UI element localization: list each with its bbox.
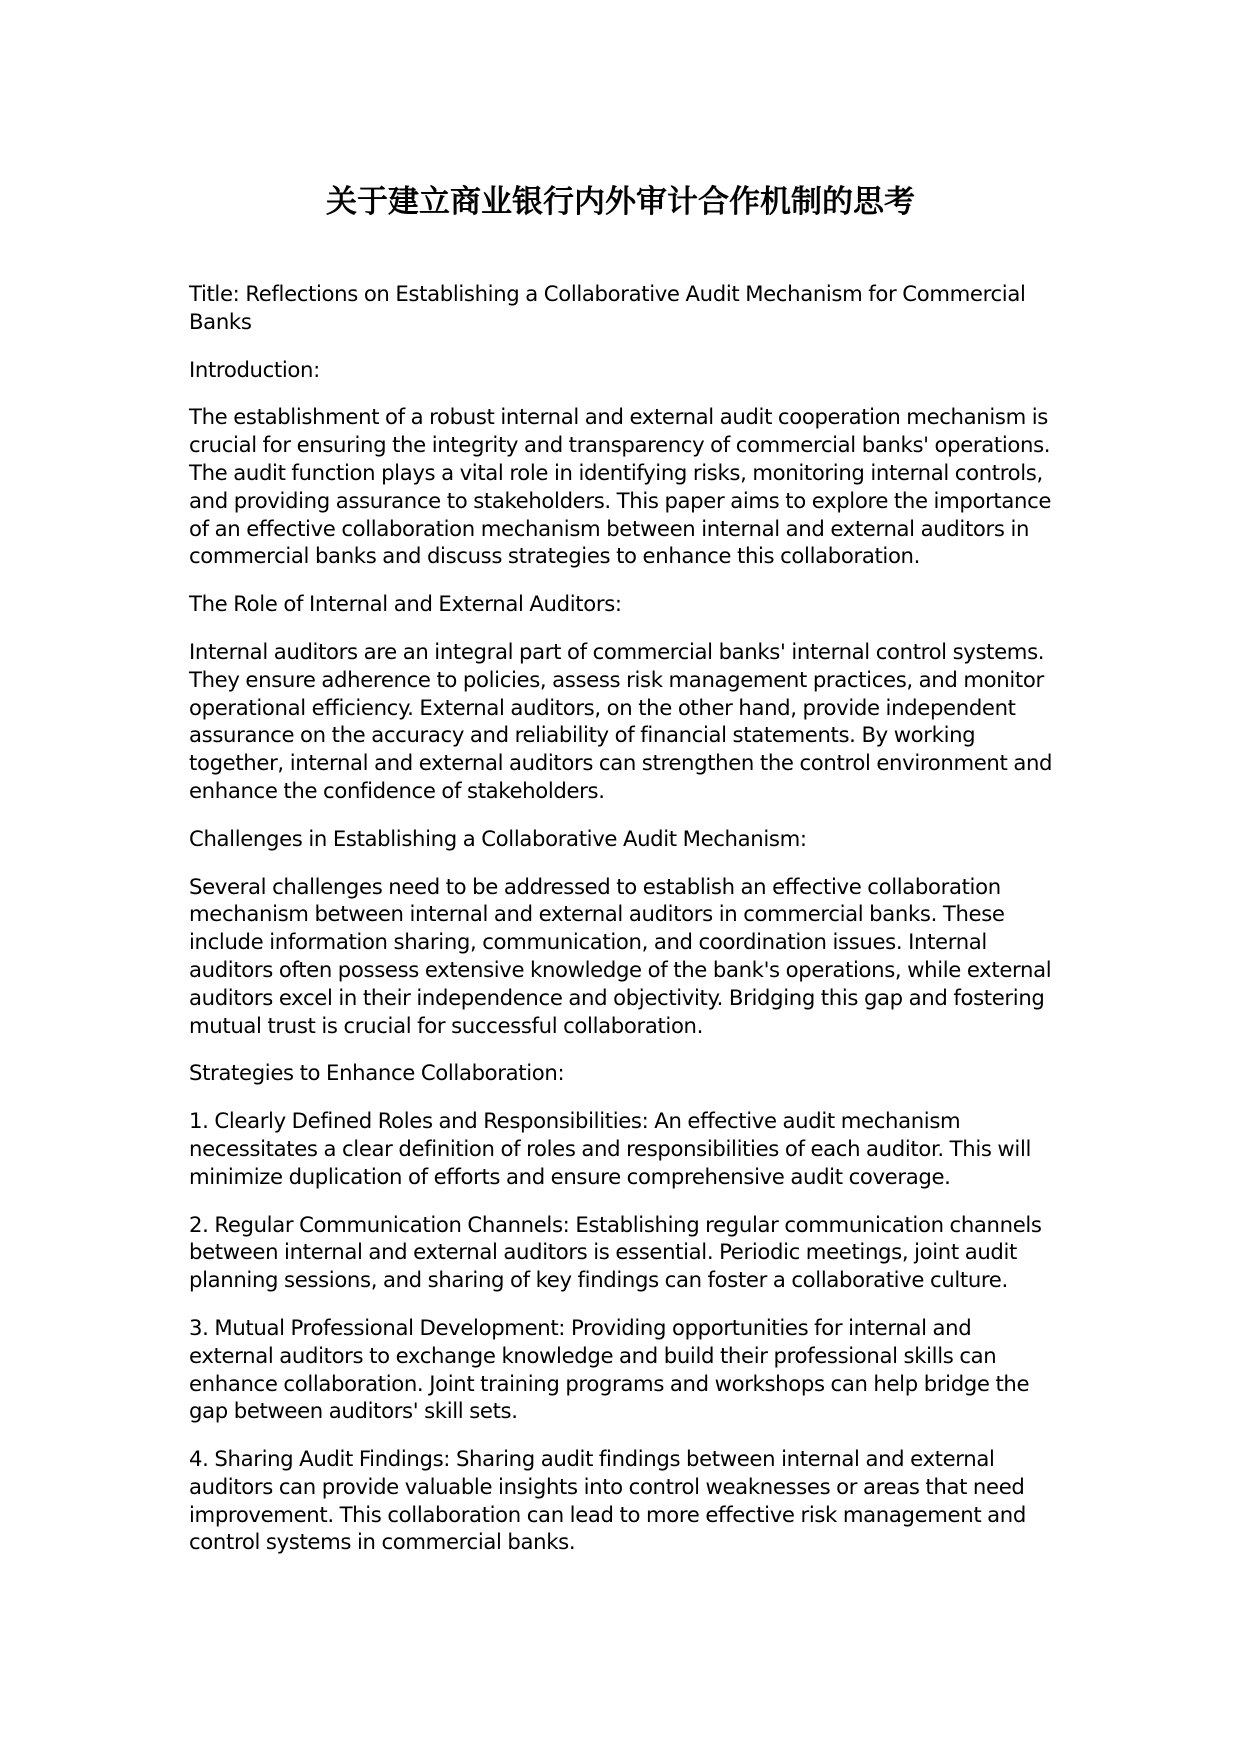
auditor-roles-paragraph: Internal auditors are an integral part of commercial banks' internal control systems. They ensure adherence to policies, assess risk management practices, and monitor operational efficiency. External auditors, on the other hand, provide independent assurance on the accuracy and reliability of financial statements. By working together, internal and external auditors can strengthen the control environment and enhance the confidence of stakeholders. — [189, 638, 1053, 803]
strategy-item-3: 3. Mutual Professional Development: Providing opportunities for internal and external auditors to exchange knowledge and build their professional skills can enhance collaboration. Joint training programs and workshops can help bridge the gap between auditors' skill sets. — [189, 1314, 1030, 1424]
document-title: 关于建立商业银行内外审计合作机制的思考 — [326, 184, 915, 220]
section-heading-introduction: Introduction: — [189, 356, 320, 382]
section-heading-challenges: Challenges in Establishing a Collaborative Audit Mechanism: — [189, 825, 807, 851]
document-body — [189, 280, 1059, 1576]
strategy-item-1: 1. Clearly Defined Roles and Responsibilities: An effective audit mechanism necessitates a clear definition of roles and responsibilities of each auditor. This will minimize duplication of efforts and ensure comprehensive audit coverage. — [189, 1108, 1032, 1189]
introduction-paragraph: The establishment of a robust internal and external audit cooperation mechanism is crucial for ensuring the integrity and transparency of commercial banks' operations. The audit function plays a vital role in identifying risks, monitoring internal controls, and providing assurance to stakeholders. This paper aims to explore the importance of an effective collaboration mechanism between internal and external auditors in commercial banks and discuss strategies to enhance this collaboration. — [189, 404, 1052, 569]
strategy-item-2: 2. Regular Communication Channels: Establishing regular communication channels between internal and external auditors is essential. Periodic meetings, joint audit planning sessions, and sharing of key findings can foster a collaborative culture. — [189, 1211, 1042, 1293]
strategy-item-4: 4. Sharing Audit Findings: Sharing audit findings between internal and external auditors can provide valuable insights into control weaknesses or areas that need improvement. This collaboration can lead to more effective risk management and control systems in commercial banks. — [189, 1446, 1026, 1555]
english-title-paragraph: Title: Reflections on Establishing a Collaborative Audit Mechanism for Commercial Banks — [189, 281, 1026, 334]
challenges-paragraph: Several challenges need to be addressed to establish an effective collaboration mechanism between internal and external auditors in commercial banks. These include information sharing, communication, and coordination issues. Internal auditors often possess extensive knowledge of the bank's operations, while external auditors excel in their independence and objectivity. Bridging this gap and fostering mutual trust is crucial for successful collaboration. — [189, 873, 1052, 1038]
section-heading-auditor-roles: The Role of Internal and External Auditors: — [189, 591, 622, 617]
section-heading-strategies: Strategies to Enhance Collaboration: — [189, 1060, 565, 1086]
